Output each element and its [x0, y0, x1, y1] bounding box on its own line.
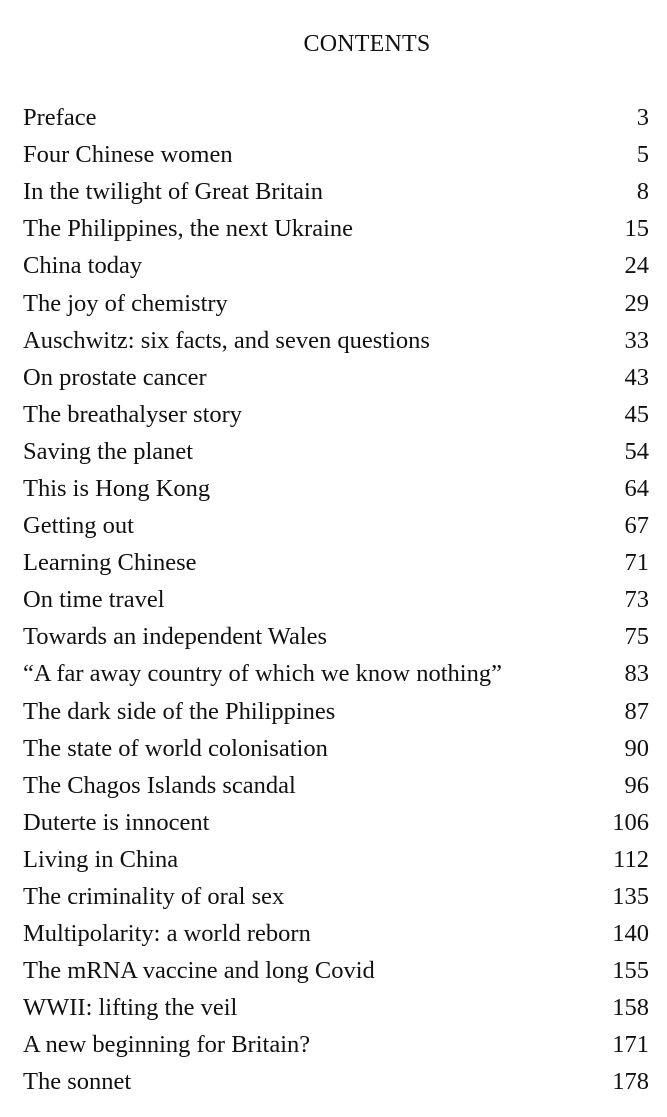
toc-entry-title: Living in China — [23, 845, 179, 873]
toc-entry[interactable] — [23, 470, 649, 507]
toc-entry-page: 158 — [612, 994, 649, 1022]
toc-entry-page: 71 — [624, 549, 649, 577]
toc-entry-page: 87 — [624, 697, 649, 725]
toc-entry-title: Getting out — [23, 512, 134, 540]
toc-entry[interactable] — [23, 1026, 649, 1063]
toc-entry-page: 83 — [624, 660, 649, 688]
toc-entry-title: On prostate cancer — [23, 363, 207, 391]
toc-entry-title: The Chagos Islands scandal — [23, 771, 296, 799]
toc-entry-page: 64 — [624, 474, 649, 502]
toc-entry-title: Learning Chinese — [23, 549, 197, 577]
toc-entry-page: 45 — [624, 400, 649, 428]
toc-entry-title: Duterte is innocent — [23, 808, 210, 836]
toc-entry-title: In the twilight of Great Britain — [23, 178, 324, 206]
toc-entry-page: 33 — [624, 326, 649, 354]
toc-entry[interactable] — [23, 99, 649, 136]
toc-entry[interactable] — [23, 284, 649, 321]
toc-entry-title: WWII: lifting the veil — [23, 994, 238, 1022]
toc-entry[interactable] — [23, 322, 649, 359]
toc-entry-page: 8 — [636, 178, 649, 206]
toc-entry-title: The mRNA vaccine and long Covid — [23, 957, 375, 985]
toc-entry-page: 24 — [624, 252, 649, 280]
toc-entry-title: On time travel — [23, 586, 165, 614]
toc-entry[interactable] — [23, 1063, 649, 1100]
toc-entry[interactable] — [23, 247, 649, 284]
toc-entry-title: This is Hong Kong — [23, 474, 211, 502]
toc-entry-title: Four Chinese women — [23, 141, 233, 169]
toc-entry[interactable] — [23, 136, 649, 173]
toc-entry-page: 73 — [624, 586, 649, 614]
toc-entry[interactable] — [23, 989, 649, 1026]
toc-entry[interactable] — [23, 915, 649, 952]
toc-entry-title: The dark side of the Philippines — [23, 697, 336, 725]
toc-entry-page: 106 — [612, 808, 649, 836]
toc-entry-title: Preface — [23, 104, 97, 132]
toc-entry-page: 67 — [624, 512, 649, 540]
toc-entry[interactable] — [23, 396, 649, 433]
toc-entry-page: 155 — [612, 957, 649, 985]
toc-entry-title: A new beginning for Britain? — [23, 1031, 311, 1059]
toc-entry-page: 29 — [624, 289, 649, 317]
toc-entry-title: The sonnet — [23, 1068, 132, 1096]
toc-entry-page: 135 — [612, 883, 649, 911]
toc-entry-title: Multipolarity: a world reborn — [23, 920, 311, 948]
toc-entry[interactable] — [23, 804, 649, 841]
toc-entry-title: The breathalyser story — [23, 400, 243, 428]
toc-entry-title: The state of world colonisation — [23, 734, 328, 762]
toc-entry-page: 90 — [624, 734, 649, 762]
toc-entry-title: China today — [23, 252, 143, 280]
toc-entry-page: 5 — [636, 141, 649, 169]
toc-entry-page: 96 — [624, 771, 649, 799]
toc-entry-page: 140 — [612, 920, 649, 948]
toc-entry-title: “A far away country of which we know nothing” — [23, 660, 502, 688]
toc-entry[interactable] — [23, 618, 649, 655]
toc-entry[interactable] — [23, 210, 649, 247]
page-title: CONTENTS — [303, 31, 431, 57]
toc-entry-page: 112 — [613, 845, 649, 873]
toc-entry[interactable] — [23, 841, 649, 878]
toc-entry[interactable] — [23, 655, 649, 692]
toc-entry[interactable] — [23, 173, 649, 210]
toc-entry-title: The joy of chemistry — [23, 289, 228, 317]
toc-entry-page: 171 — [612, 1031, 649, 1059]
toc-entry[interactable] — [23, 359, 649, 396]
toc-entry-title: The criminality of oral sex — [23, 883, 285, 911]
toc-entry[interactable] — [23, 433, 649, 470]
table-of-contents — [23, 99, 649, 1101]
toc-entry-title: Towards an independent Wales — [23, 623, 328, 651]
toc-entry[interactable] — [23, 952, 649, 989]
toc-entry-page: 3 — [636, 104, 649, 132]
toc-entry-title: The Philippines, the next Ukraine — [23, 215, 353, 243]
toc-entry[interactable] — [23, 544, 649, 581]
toc-entry-title: Saving the planet — [23, 437, 194, 465]
toc-entry-page: 178 — [612, 1068, 649, 1096]
toc-entry[interactable] — [23, 767, 649, 804]
toc-entry[interactable] — [23, 507, 649, 544]
toc-entry[interactable] — [23, 730, 649, 767]
toc-entry-page: 43 — [624, 363, 649, 391]
toc-entry-page: 54 — [624, 437, 649, 465]
toc-entry[interactable] — [23, 581, 649, 618]
toc-entry[interactable] — [23, 693, 649, 730]
toc-entry-title: Auschwitz: six facts, and seven questions — [23, 326, 430, 354]
toc-entry-page: 15 — [624, 215, 649, 243]
toc-entry-page: 75 — [624, 623, 649, 651]
toc-entry[interactable] — [23, 878, 649, 915]
